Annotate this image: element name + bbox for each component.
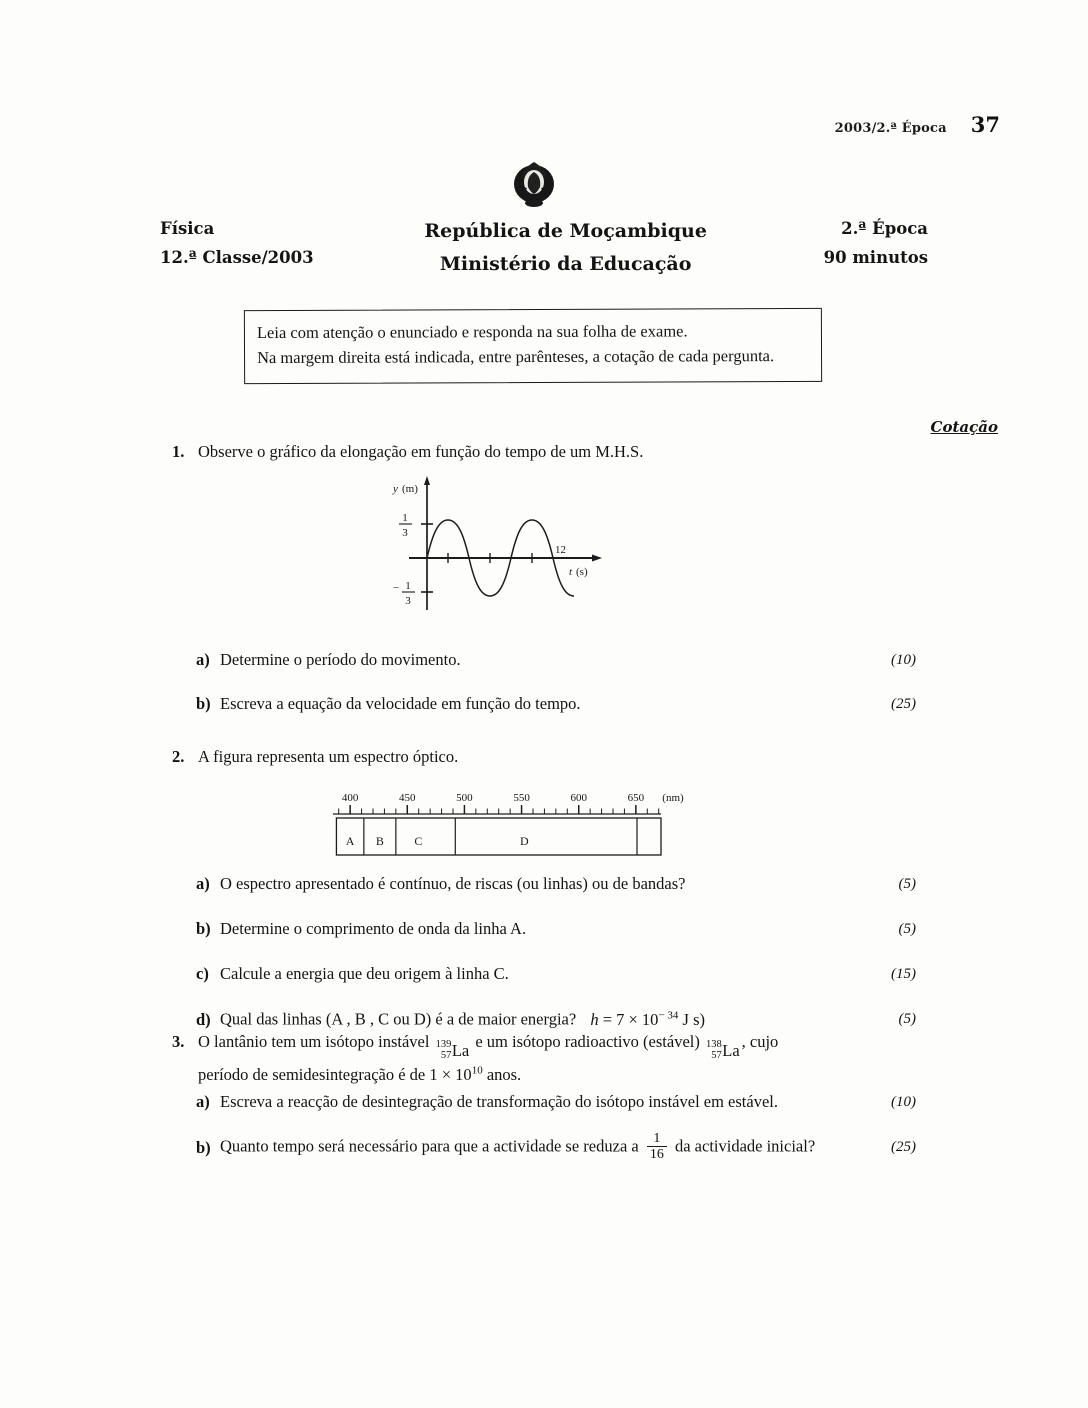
- question-2a-label: a): [196, 874, 210, 894]
- question-3-halflife-value: 1 × 10: [429, 1064, 472, 1084]
- question-2d-text: Qual das linhas (A , B , C ou D) é a de maior energia?: [220, 1009, 577, 1029]
- question-2c-marks: (15): [891, 965, 916, 982]
- isotope-2-mass-number: 138: [705, 1039, 722, 1050]
- question-3-number: 3.: [172, 1032, 185, 1051]
- instructions-line-2: Na margem direita está indicada, entre parênteses, a cotação de cada pergunta.: [257, 345, 775, 367]
- planck-constant-note: [590, 1010, 705, 1029]
- question-2d: [196, 1007, 916, 1032]
- running-head: [835, 112, 1000, 137]
- question-2b: [196, 917, 916, 942]
- x-annotation-12: 12: [555, 544, 566, 556]
- question-2-number: 2.: [172, 747, 185, 766]
- question-2a-marks: (5): [898, 875, 916, 892]
- spectrum-tick-label: 450: [399, 792, 416, 804]
- instructions-box: [244, 308, 822, 384]
- spectrum-band-label: B: [375, 834, 384, 848]
- question-2c-label: c): [196, 964, 209, 984]
- isotope-1-atomic-number: 57: [440, 1049, 452, 1061]
- isotope-la-138: [706, 1039, 740, 1063]
- question-3b-text-wrap: [220, 1132, 862, 1163]
- planck-units: J s): [678, 1009, 705, 1029]
- fraction-numerator: 1: [653, 1131, 661, 1146]
- masthead: [160, 215, 928, 282]
- question-3b-text-after: da actividade inicial?: [674, 1136, 816, 1156]
- spectrum-tick-label: 400: [341, 792, 359, 804]
- question-3-text: [198, 1030, 916, 1087]
- question-3-halflife-exponent: 10: [471, 1064, 483, 1077]
- ministry-name: Ministério da Educação: [439, 253, 692, 276]
- planck-symbol: h: [590, 1009, 599, 1029]
- question-2c-text: Calcule a energia que deu origem à linha C.: [220, 964, 509, 983]
- question-3a-marks: (10): [891, 1093, 916, 1110]
- svg-text:y: y: [393, 483, 398, 495]
- question-1a: [196, 648, 916, 673]
- isotope-la-139: [436, 1039, 470, 1063]
- svg-text:(m): (m): [402, 483, 418, 495]
- planck-value: = $7 \times 10^{- 34}$ J s): [598, 1009, 705, 1029]
- optical-spectrum-figure: [325, 782, 685, 852]
- running-head-label: 2003/2.ª Época: [834, 121, 947, 136]
- svg-text:t: t: [569, 566, 573, 578]
- masthead-right: [824, 215, 928, 273]
- country-name: República de Moçambique: [424, 220, 707, 242]
- question-3b-text-before: Quanto tempo será necessário para que a actividade se reduza a: [220, 1136, 639, 1156]
- spectrum-tick-label: 650: [627, 792, 645, 804]
- marks-column-heading: Cotação: [930, 418, 998, 436]
- spectrum-band-label: C: [414, 834, 423, 848]
- question-1b: [196, 692, 916, 717]
- planck-exponent: − 34: [658, 1009, 679, 1021]
- question-2-text: A figura representa um espectro óptico.: [198, 747, 459, 766]
- exam-season: 2.ª Época: [841, 219, 928, 238]
- spectrum-tick-label: 500: [456, 792, 473, 804]
- question-1b-label: b): [196, 694, 211, 714]
- question-3b: [196, 1132, 916, 1163]
- subject-name: Física: [160, 219, 215, 238]
- question-3a-label: a): [196, 1092, 210, 1112]
- spectrum-unit-label: (nm): [662, 792, 684, 804]
- question-1a-label: a): [196, 650, 210, 670]
- question-1-number: 1.: [172, 442, 185, 461]
- svg-text:3: 3: [405, 595, 411, 607]
- spectrum-band-label: A: [345, 834, 355, 848]
- question-3-halflife-unit: anos.: [486, 1064, 522, 1084]
- question-1a-text: Determine o período do movimento.: [220, 650, 461, 669]
- question-2b-text: Determine o comprimento de onda da linha A.: [220, 919, 527, 938]
- coat-of-arms-icon: [511, 158, 557, 208]
- question-3-text-part-3: , cujo: [741, 1032, 779, 1051]
- mhs-graph-figure: [383, 474, 633, 614]
- masthead-center: [424, 215, 707, 282]
- isotope-2-symbol: La: [722, 1040, 740, 1060]
- question-3b-label: b): [196, 1137, 211, 1157]
- question-3-halflife-text: período de semidesintegração é de: [198, 1064, 426, 1084]
- svg-text:(s): (s): [576, 566, 588, 578]
- question-2c: [196, 962, 916, 987]
- spectrum-tick-label: 600: [570, 792, 587, 804]
- fraction-one-sixteenth: [647, 1131, 667, 1162]
- fraction-denominator: 16: [647, 1146, 667, 1162]
- exam-duration: 90 minutos: [823, 247, 928, 267]
- question-2d-label: d): [196, 1009, 211, 1029]
- question-3-text-part-2: e um isótopo radioactivo (estável): [475, 1032, 700, 1051]
- page-number: 37: [970, 112, 1000, 137]
- question-3-text-part-1: O lantânio tem um isótopo instável: [198, 1032, 430, 1051]
- isotope-2-atomic-number: 57: [711, 1049, 722, 1061]
- instructions-line-1: Leia com atenção o enunciado e responda na sua folha de exame.: [256, 321, 688, 343]
- question-1b-marks: (25): [891, 695, 916, 712]
- grade-year: 12.ª Classe/2003: [160, 247, 314, 267]
- question-2b-label: b): [196, 919, 211, 939]
- isotope-1-symbol: La: [451, 1040, 470, 1060]
- question-1a-marks: (10): [891, 651, 916, 668]
- question-2: [172, 745, 916, 769]
- isotope-1-mass-number: 139: [435, 1039, 452, 1050]
- question-1b-text: Escreva a equação da velocidade em função do tempo.: [220, 694, 581, 713]
- svg-text:1: 1: [405, 580, 411, 592]
- masthead-left: [160, 215, 314, 273]
- question-1: [172, 440, 916, 464]
- svg-text:−: −: [393, 582, 400, 594]
- question-2d-marks: (5): [898, 1011, 916, 1028]
- spectrum-band-label: D: [520, 834, 529, 848]
- spectrum-box: [336, 818, 661, 855]
- question-1-text: Observe o gráfico da elongação em função do tempo de um M.H.S.: [198, 442, 644, 461]
- svg-text:1: 1: [402, 512, 408, 524]
- svg-text:3: 3: [402, 527, 408, 539]
- question-3: [172, 1030, 916, 1087]
- spectrum-tick-label: 550: [513, 792, 530, 804]
- question-2a: [196, 872, 916, 897]
- question-3a: [196, 1090, 916, 1115]
- question-2d-text-wrap: [220, 1007, 862, 1032]
- question-2a-text: O espectro apresentado é contínuo, de riscas (ou linhas) ou de bandas?: [220, 874, 686, 893]
- question-3b-marks: (25): [891, 1139, 916, 1156]
- question-2b-marks: (5): [898, 920, 916, 937]
- question-3a-text: Escreva a reacção de desintegração de transformação do isótopo instável em estável.: [220, 1092, 778, 1111]
